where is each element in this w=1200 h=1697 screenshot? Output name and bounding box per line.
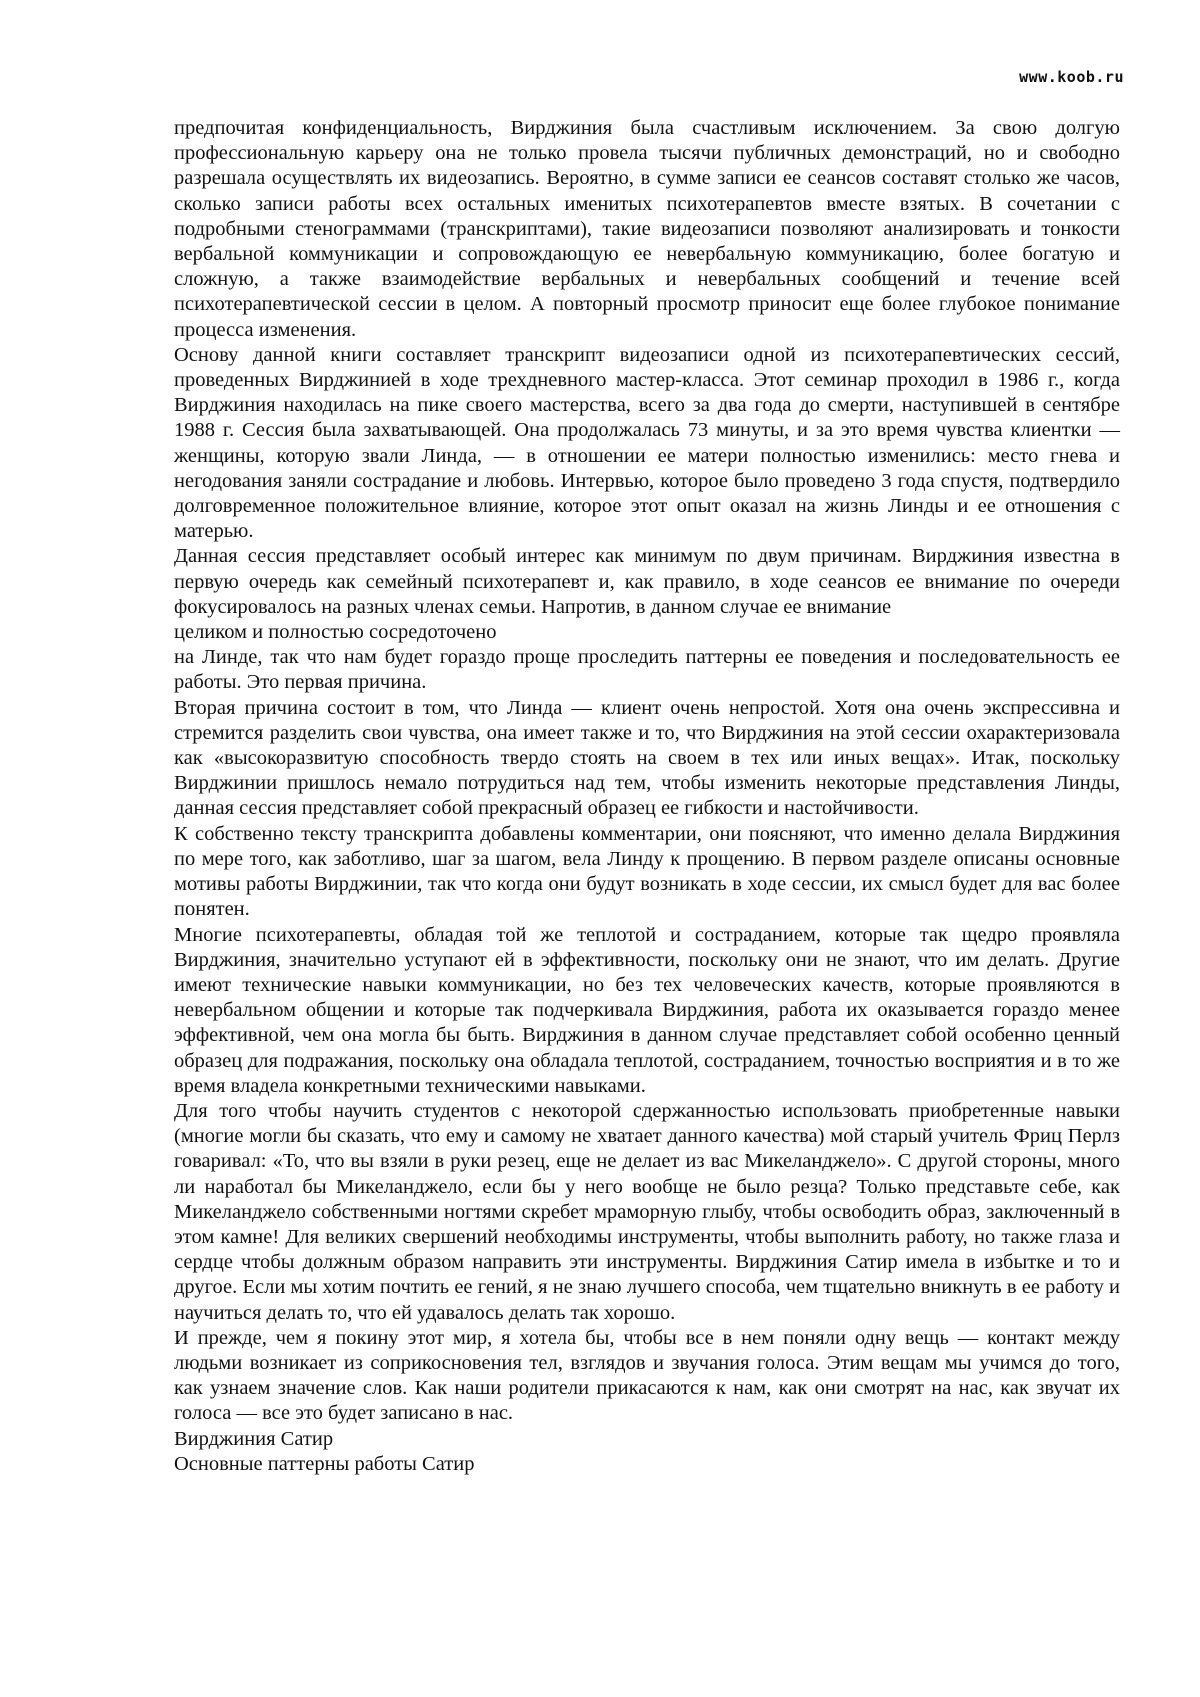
paragraph: Для того чтобы научить студентов с некоторой сдержанностью использовать приобретенные навыки (многие могли бы сказать, что ему и самому не хватает данного качества) мой старый учитель Фриц Перлз говаривал: «То, что вы взяли в руки резец, еще не делает из вас Микеланджело». С другой стороны, много ли наработал бы Микеланджело, если бы у него вообще не было резца? Только представьте себе, как Микеланджело собственными ногтями скребет мраморную глыбу, чтобы освободить образ, заключенный в этом камне! Для великих свершений необходимы инструменты, чтобы выполнить работу, но также глаза и сердце чтобы должным образом направить эти инструменты. Вирджиния Сатир имела в избытке и то и другое. Если мы хотим почтить ее гений, я не знаю лучшего способа, чем тщательно вникнуть в ее работу и научиться делать то, что ей удавалось делать так хорошо. — [174, 1099, 1120, 1324]
paragraph: Основу данной книги составляет транскрипт видеозаписи одной из психотерапевтических сессий, проведенных Вирджинией в ходе трехдневного мастер-класса. Этот семинар проходил в 1986 г., когда Вирджиния находилась на пике своего мастерства, всего за два года до смерти, наступившей в сентябре 1988 г. Сессия была захватывающей. Она продолжалась 73 минуты, и за это время чувства клиентки — женщины, которую звали Линда, — в отношении ее матери полностью изменились: место гнева и негодования заняли сострадание и любовь. Интервью, которое было проведено 3 года спустя, подтвердило долговременное положительное влияние, которое этот опыт оказал на жизнь Линды и ее отношения с матерью. — [174, 343, 1120, 543]
site-header[interactable]: www.koob.ru — [1019, 68, 1124, 86]
paragraph: на Линде, так что нам будет гораздо проще проследить паттерны ее поведения и последовательность ее работы. Это первая причина. — [174, 646, 1120, 694]
page-body — [174, 116, 1120, 1477]
paragraph-fragment: целиком и полностью сосредоточено — [174, 621, 497, 644]
paragraph: Многие психотерапевты, обладая той же теплотой и состраданием, которые так щедро проявляла Вирджиния, значительно уступают ей в эффективности, поскольку они не знают, что им делать. Другие имеют технические навыки коммуникации, но без тех человеческих качеств, которые проявляются в невербальном общении и которые так подчеркивала Вирджиния, работа их оказывается гораздо менее эффективной, чем она могла бы быть. Вирджиния в данном случае представляет собой особенно ценный образец для подражания, поскольку она обладала теплотой, состраданием, точностью восприятия и в то же время владела конкретными техническими навыками. — [174, 923, 1120, 1097]
paragraph: И прежде, чем я покину этот мир, я хотела бы, чтобы все в нем поняли одну вещь — контакт между людьми возникает из соприкосновения тел, взглядов и звучания голоса. Этим вещам мы учимся до того, как узнаем значение слов. Как наши родители прикасаются к нам, как они смотрят на нас, как звучат их голоса — все это будет записано в нас. — [174, 1326, 1120, 1425]
paragraph: предпочитая конфиденциальность, Вирджиния была счастливым исключением. За свою долгую профессиональную карьеру она не только провела тысячи публичных демонстраций, но и свободно разрешала осуществлять их видеозапись. Вероятно, в сумме записи ее сеансов составят столько же часов, сколько записи работы всех остальных именитых психотерапевтов вместе взятых. В сочетании с подробными стенограммами (транскриптами), такие видеозаписи позволяют анализировать и тонкости вербальной коммуникации и сопровождающую ее невербальную коммуникацию, более богатую и сложную, а также взаимодействие вербальных и невербальных сообщений и течение всей психотерапевтической сессии в целом. А повторный просмотр приносит еще более глубокое понимание процесса изменения. — [174, 117, 1120, 341]
section-title: Основные паттерны работы Сатир — [174, 1452, 475, 1475]
paragraph: Вторая причина состоит в том, что Линда — клиент очень непростой. Хотя она очень экспрессивна и стремится разделить свои чувства, она имеет также и то, что Вирджиния на этой сессии охарактеризовала как «высокоразвитую способность твердо стоять на своем в тех или иных вещах». Итак, поскольку Вирджинии пришлось немало потрудиться над тем, чтобы изменить некоторые представления Линды, данная сессия представляет собой прекрасный образец ее гибкости и настойчивости. — [174, 696, 1120, 820]
paragraph: К собственно тексту транскрипта добавлены комментарии, они поясняют, что именно делала Вирджиния по мере того, как заботливо, шаг за шагом, вела Линду к прощению. В первом разделе описаны основные мотивы работы Вирджинии, так что когда они будут возникать в ходе сессии, их смысл будет для вас более понятен. — [174, 822, 1120, 921]
paragraph: Данная сессия представляет особый интерес как минимум по двум причинам. Вирджиния известна в первую очередь как семейный психотерапевт и, как правило, в ходе сеансов ее внимание по очереди фокусировалось на разных членах семьи. Напротив, в данном случае ее внимание — [174, 545, 1120, 618]
signature: Вирджиния Сатир — [174, 1427, 334, 1450]
